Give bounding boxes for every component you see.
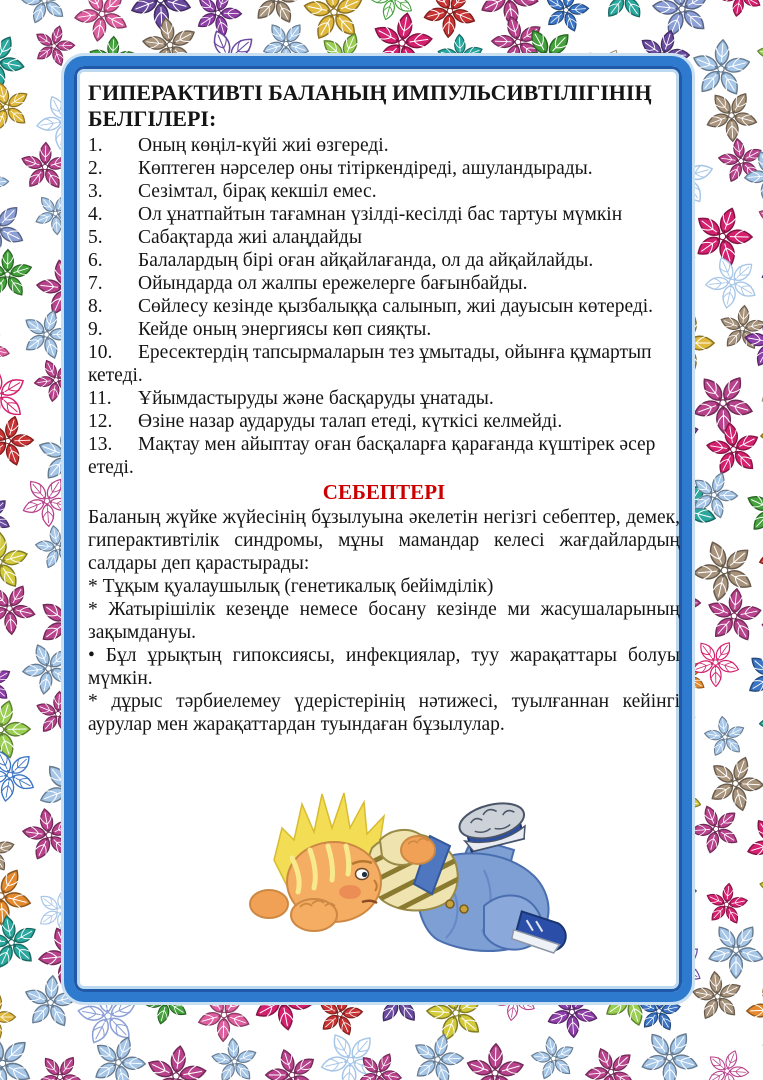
list-item: [88, 341, 680, 387]
list-item: [88, 272, 680, 295]
list-item: [88, 134, 680, 157]
causes-heading: СЕБЕПТЕРІ: [322, 480, 446, 504]
list-item: [88, 157, 680, 180]
cause-item: * Тұқым қуалаушылық (генетикалық бейімділік): [88, 576, 494, 597]
list-item-text: Ересектердің тапсырмаларын тез ұмытады, ойынға құмартып кетеді.: [88, 342, 652, 386]
list-item-text: Оның көңіл-күйі жиі өзгереді.: [138, 135, 389, 156]
list-item-number: 3.: [88, 181, 103, 202]
list-item: [88, 203, 680, 226]
cause-item: * дұрыс тәрбиелемеу үдерістерінің нәтижесі, туылғаннан кейінгі аурулар мен жарақаттардан туындаған бұзылулар.: [88, 691, 680, 735]
list-item-text: Ойындарда ол жалпы ережелерге бағынбайды.: [138, 273, 528, 294]
list-item-text: Сөйлесу кезінде қызбалыққа салынып, жиі дауысын көтереді.: [138, 296, 654, 317]
flower-ornament: [740, 477, 763, 541]
cause-item: * Жатырішілік кезеңде немесе босану кезінде ми жасушаларының зақымдануы.: [88, 599, 680, 643]
list-item-number: 4.: [88, 204, 103, 225]
list-item-text: Мақтау мен айыптау оған басқаларға қарағанда күштірек әсер етеді.: [88, 434, 656, 478]
list-item-text: Сезімтал, бірақ кекшіл емес.: [138, 181, 377, 202]
list-item-number: 13.: [88, 434, 113, 455]
boy-shoe-raised: [456, 797, 530, 853]
list-item-number: 6.: [88, 250, 103, 271]
list-item-text: Кейде оның энергиясы көп сияқты.: [138, 319, 432, 340]
document-title: ГИПЕРАКТИВТІ БАЛАНЫҢ ИМПУЛЬСИВТІЛІГІНІҢ БЕЛГІЛЕРІ:: [88, 80, 652, 131]
list-item-text: Сабақтарда жиі алаңдайды: [138, 227, 362, 248]
list-item-number: 10.: [88, 342, 113, 363]
list-item-number: 5.: [88, 227, 103, 248]
list-item: [88, 387, 680, 410]
list-item-number: 1.: [88, 135, 103, 156]
list-item-text: Көптеген нәрселер оны тітіркендіреді, ашуландырады.: [138, 158, 593, 179]
list-item-text: Өзіне назар аударуды талап етеді, күткісі келмейді.: [138, 411, 563, 432]
flower-ornament: [463, 1041, 527, 1080]
causes-intro: Баланың жүйке жүйесінің бұзылуына әкелетін негізгі себептер, демек, гиперактивтілік синдромы, мұны мамандар келесі жағдайлардың салдары деп қарастырады:: [88, 507, 680, 574]
list-item: [88, 249, 680, 272]
list-item-number: 9.: [88, 319, 103, 340]
list-item-number: 8.: [88, 296, 103, 317]
list-item: [88, 410, 680, 433]
list-item-text: Балалардың бірі оған айқайлағанда, ол да айқайлайды.: [138, 250, 594, 271]
list-item: [88, 433, 680, 479]
list-item-number: 12.: [88, 411, 113, 432]
flower-ornament: [0, 0, 8, 8]
list-item-text: Ұйымдастыруды және басқаруды ұнатады.: [138, 388, 494, 409]
list-item-number: 2.: [88, 158, 103, 179]
list-item: [88, 295, 680, 318]
cause-item: • Бұл ұрықтың гипоксиясы, инфекциялар, туу жарақаттары болуы мүмкін.: [88, 645, 680, 689]
list-item: [88, 318, 680, 341]
list-item: [88, 180, 680, 203]
list-item-number: 7.: [88, 273, 103, 294]
flower-ornament: [140, 1040, 212, 1080]
list-item: [88, 226, 680, 249]
flower-ornament: [754, 195, 763, 248]
list-item-number: 11.: [88, 388, 112, 409]
boy-illustration: [222, 788, 570, 968]
document-content: [88, 80, 680, 736]
list-item-text: Ол ұнатпайтын тағамнан үзілді-кесілді бас тартуы мүмкін: [138, 204, 623, 225]
